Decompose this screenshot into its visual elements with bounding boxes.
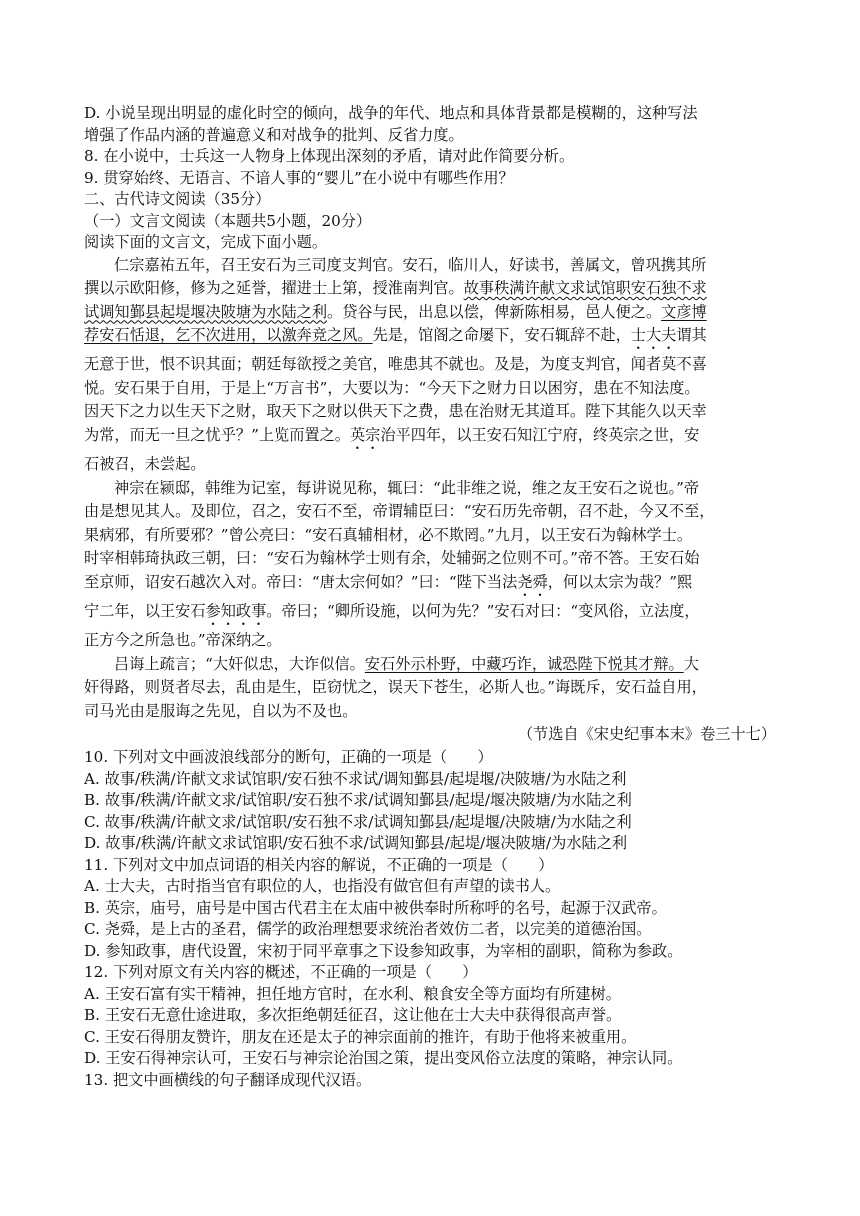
passage-line: 撰以示欧阳修，修为之延誉，擢进士上第，授淮南判官。故事秩满许献文求试馆职安石独不求 (84, 279, 707, 298)
text-line: D. 小说呈现出明显的虚化时空的倾向，战争的年代、地点和具体背景都是模糊的，这种写法 (84, 104, 698, 122)
subsection-heading: （一）文言文阅读（本题共5小题，20分） (84, 211, 372, 230)
option-c: C. 尧舜，是上古的圣君，儒学的政治理想要求统治者效仿二者，以完美的道德治国。 (84, 920, 652, 938)
passage-line: 由是想见其人。及即位，召之，安石不至，帝谓辅臣曰：“安石历先帝朝，召不赴，今又不至， (84, 502, 715, 521)
option-c: C. 王安石得朋友赞许，朋友在还是太子的神宗面前的推许，有助于他将来被重用。 (84, 1027, 637, 1046)
passage-line: 司马光由是服诲之先见，自以为不及也。 (84, 701, 358, 720)
wavy-underlined-text: 故事秩满许献文求试馆职安石独不求 (463, 279, 707, 298)
underlined-sentence: 安石外示朴野，中藏巧诈，诚恐陛下悦其才辩。 (364, 654, 684, 673)
passage-line: 为常，而无一旦之忧乎？”上览而置之。英宗治平四年，以王安石知江宁府，终英宗之世，安 (84, 426, 700, 445)
passage-line: 荐安石恬退，乞不次进用，以激奔竞之风。先是，馆阁之命屡下，安石辄辞不赴，士大夫谓其 (84, 326, 707, 345)
dotted-term: 参知政事 (205, 602, 267, 621)
option-b: B. 英宗，庙号，庙号是中国古代君主在太庙中被供奉时所称呼的名号，起源于汉武帝。 (84, 898, 667, 917)
option-d: D. 故事/秩满/许献文求试馆职/安石独不求/试调知鄞县/起堤/堰决陂塘/为水陆之利 (84, 834, 628, 852)
passage-line: 正方今之所急也。”帝深纳之。 (84, 631, 282, 650)
instruction: 阅读下面的文言文，完成下面小题。 (84, 233, 327, 251)
option-b: B. 王安石无意仕途进取，多次拒绝朝廷征召，这让他在士大夫中获得很高声誉。 (84, 1006, 622, 1024)
question-10: 10. 下列对文中画波浪线部分的断句，正确的一项是（ ） (84, 748, 493, 766)
option-a: A. 王安石富有实干精神，担任地方官时，在水利、粮食安全等方面均有所建树。 (84, 984, 621, 1003)
passage-line: 悦。安石果于自用，于是上“万言书”，大要以为：“今天下之财力日以困穷，患在不知法度。 (84, 378, 700, 397)
passage-line: 吕诲上疏言；“大奸似忠，大诈似信。安石外示朴野，中藏巧诈，诚恐陛下悦其才辩。大 (114, 654, 699, 673)
question-13: 13. 把文中画横线的句子翻译成现代汉语。 (84, 1070, 372, 1089)
dotted-term: 尧舜 (517, 573, 548, 592)
passage-line: 奸得路，则贤者尽去，乱由是生，臣窃忧之，误天下苍生，必斯人也。”诲既斥，安石益自用， (84, 678, 707, 697)
passage-line: 神宗在颍邸，韩维为记室，每讲说见称，辄曰：“此非维之说，维之友王安石之说也。”帝 (114, 478, 700, 497)
question-11: 11. 下列对文中加点词语的相关内容的解说，不正确的一项是（ ） (84, 855, 554, 874)
source-citation: （节选自《宋史纪事本末》卷三十七） (517, 725, 776, 744)
passage-line: 时宰相韩琦执政三朝，曰：“安石为翰林学士则有余，处辅弼之位则不可。”帝不答。王安石始 (84, 549, 700, 568)
passage-line: 果病邪，有所要邪？”曾公亮曰：“安石真辅相材，必不欺罔。”九月，以王安石为翰林学士。 (84, 525, 693, 544)
underlined-sentence: 荐安石恬退，乞不次进用，以激奔竞之风。 (84, 326, 373, 345)
exam-page (84, 103, 784, 1091)
passage-line: 仁宗嘉祐五年，召王安石为三司度支判官。安石，临川人，好读书，善属文，曾巩携其所 (114, 255, 707, 274)
passage-line: 石被召，未尝起。 (84, 455, 206, 474)
option-c: C. 故事/秩满/许献文求/试馆职/安石独不求/试调知鄞县/起堤堰/决陂塘/为水陆之利 (84, 812, 632, 831)
option-a: A. 故事/秩满/许献文求试馆职/安石独不求试/调知鄞县/起堤堰/决陂塘/为水陆之利 (84, 769, 627, 788)
option-d: D. 参知政事，唐代设置，宋初于同平章事之下设参知政事，为宰相的副职，简称为参政。 (84, 941, 683, 960)
passage-line: 宁二年，以王安石参知政事。帝曰；“卿所设施，以何为先？”安石对曰：“变风俗，立法度， (84, 602, 700, 621)
question-12: 12. 下列对原文有关内容的概述，不正确的一项是（ ） (84, 963, 478, 981)
text-line: 增强了作品内涵的普遍意义和对战争的批判、反省力度。 (84, 125, 464, 144)
wavy-underlined-text: 试调知鄞县起堤堰决陂塘为水陆之利 (84, 302, 327, 321)
passage-line: 至京师，诏安石越次入对。帝曰：“唐太宗何如？”曰：“陛下当法尧舜，何以太宗为哉？”熙 (84, 573, 693, 592)
preceding-questions (84, 103, 784, 254)
questions (84, 747, 784, 1091)
option-d: D. 王安石得神宗认可，王安石与神宗论治国之策，提出变风俗立法度的策略，神宗认同。 (84, 1049, 683, 1067)
passage-line: 试调知鄞县起堤堰决陂塘为水陆之利。贷谷与民，出息以偿，俾新陈相易，邑人便之。文彦博 (84, 302, 707, 321)
dotted-term: 士大夫 (630, 326, 677, 345)
classical-passage (84, 254, 784, 748)
question-8: 8. 在小说中，士兵这一人物身上体现出深刻的矛盾，请对此作简要分析。 (84, 147, 575, 165)
question-9: 9. 贯穿始终、无语言、不谙人事的“婴儿”在小说中有哪些作用？ (84, 168, 514, 187)
dotted-term: 英宗 (349, 426, 381, 445)
option-b: B. 故事/秩满/许献文求/试馆职/安石独不求/试调知鄞县/起堤/堰决陂塘/为水陆之利 (84, 791, 632, 809)
underlined-sentence: 文彦博 (661, 302, 707, 321)
passage-line: 因天下之力以生天下之财，取天下之财以供天下之费，患在治财无其道耳。陛下其能久以天幸 (84, 402, 707, 421)
option-a: A. 士大夫，古时指当官有职位的人，也指没有做官但有声望的读书人。 (84, 877, 561, 895)
section-heading: 二、古代诗文阅读（35分） (84, 190, 271, 208)
passage-line: 无意于世，恨不识其面；朝廷每欲授之美官，唯患其不就也。及是，为度支判官，闻者莫不喜 (84, 355, 707, 374)
